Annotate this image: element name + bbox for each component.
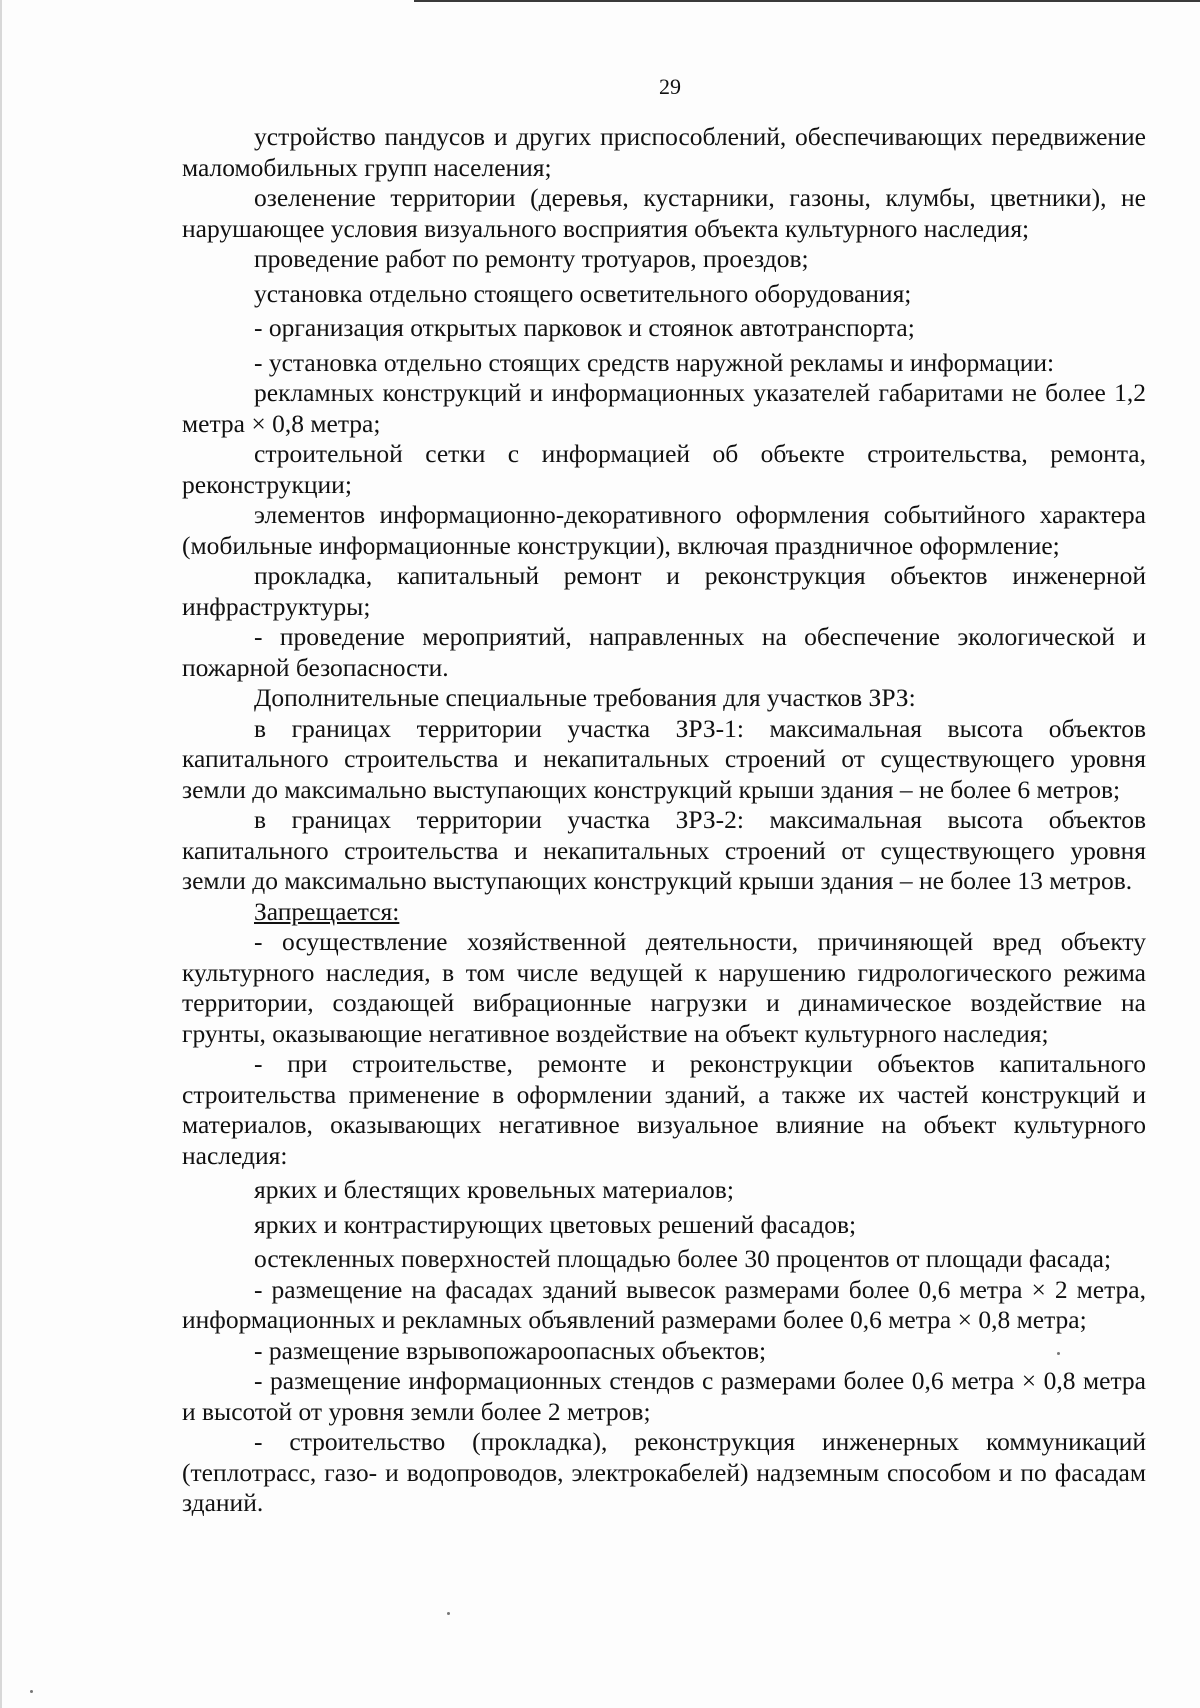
paragraph: - организация открытых парковок и стоянок автотранспорта; [254,313,915,342]
paragraph: - проведение мероприятий, направленных на обеспечение экологической и пожарной безопасности. [182,622,1146,682]
prohibited-heading [182,897,1146,928]
paragraph: в границах территории участка ЗРЗ-2: максимальная высота объектов капитального строительства и некапитальных строений от существующего уровня земли до максимально выступающих конструкций крыши здания – не более 13 метров. [182,805,1146,895]
paragraph: устройство пандусов и других приспособлений, обеспечивающих передвижение маломобильных групп населения; [182,122,1146,182]
paragraph: проведение работ по ремонту тротуаров, проездов; [254,244,809,273]
scan-edge-left [0,0,2,1708]
paragraph: - размещение на фасадах зданий вывесок размерами более 0,6 метра × 2 метра, информационных и рекламных объявлений размерами более 0,6 метра × 0,8 метра; [182,1274,1146,1334]
page-number: 29 [659,74,681,99]
paragraph: - осуществление хозяйственной деятельности, причиняющей вред объекту культурного наследия, в том числе ведущей к нарушению гидрологического режима территории, создающей вибрационные нагрузки и динамическое воздействие на грунты, оказывающие негативное воздействие на объект культурного наследия; [182,927,1146,1048]
paragraph: в границах территории участка ЗРЗ-1: максимальная высота объектов капитального строительства и некапитальных строений от существующего уровня земли до максимально выступающих конструкций крыши здания – не более 6 метров; [182,713,1146,804]
scan-speck [30,1690,33,1693]
scan-edge-top [414,0,1200,2]
paragraph: - при строительстве, ремонте и реконструкции объектов капитального строительства применение в оформлении зданий, а также их частей конструкций и материалов, оказывающих негативное визуальное влияние на объект культурного наследия: [182,1049,1146,1170]
paragraph: ярких и блестящих кровельных материалов; [254,1175,734,1204]
paragraph: ярких и контрастирующих цветовых решений фасадов; [254,1209,857,1239]
paragraph: остекленных поверхностей площадью более 30 процентов от площади фасада; [254,1244,1112,1273]
paragraph: - размещение информационных стендов с размерами более 0,6 метра × 0,8 метра и высотой от уровня земли более 2 метров; [182,1366,1146,1426]
paragraph: строительной сетки с информацией об объекте строительства, ремонта, реконструкции; [182,439,1146,499]
paragraph: - установка отдельно стоящих средств наружной рекламы и информации: [254,347,1055,377]
paragraph: элементов информационно-декоративного оформления событийного характера (мобильные информационные конструкции), включая праздничное оформление; [182,500,1146,560]
scan-speck [1057,1352,1060,1355]
document-body [182,122,1146,1519]
paragraph: - строительство (прокладка), реконструкция инженерных коммуникаций (теплотрасс, газо- и водопроводов, электрокабелей) надземным способом и по фасадам зданий. [182,1427,1146,1517]
scan-speck [447,1612,450,1615]
paragraph: рекламных конструкций и информационных указателей габаритами не более 1,2 метра × 0,8 метра; [182,378,1146,438]
paragraph: - размещение взрывопожароопасных объектов; [254,1335,767,1365]
paragraph: установка отдельно стоящего осветительного оборудования; [254,278,912,308]
paragraph: прокладка, капитальный ремонт и реконструкция объектов инженерной инфраструктуры; [182,561,1146,621]
paragraph: озеленение территории (деревья, кустарники, газоны, клумбы, цветники), не нарушающее условия визуального восприятия объекта культурного наследия; [182,183,1146,243]
prohibited-heading-text: Запрещается: [254,896,400,926]
section-heading: Дополнительные специальные требования для участков ЗРЗ: [254,683,916,712]
